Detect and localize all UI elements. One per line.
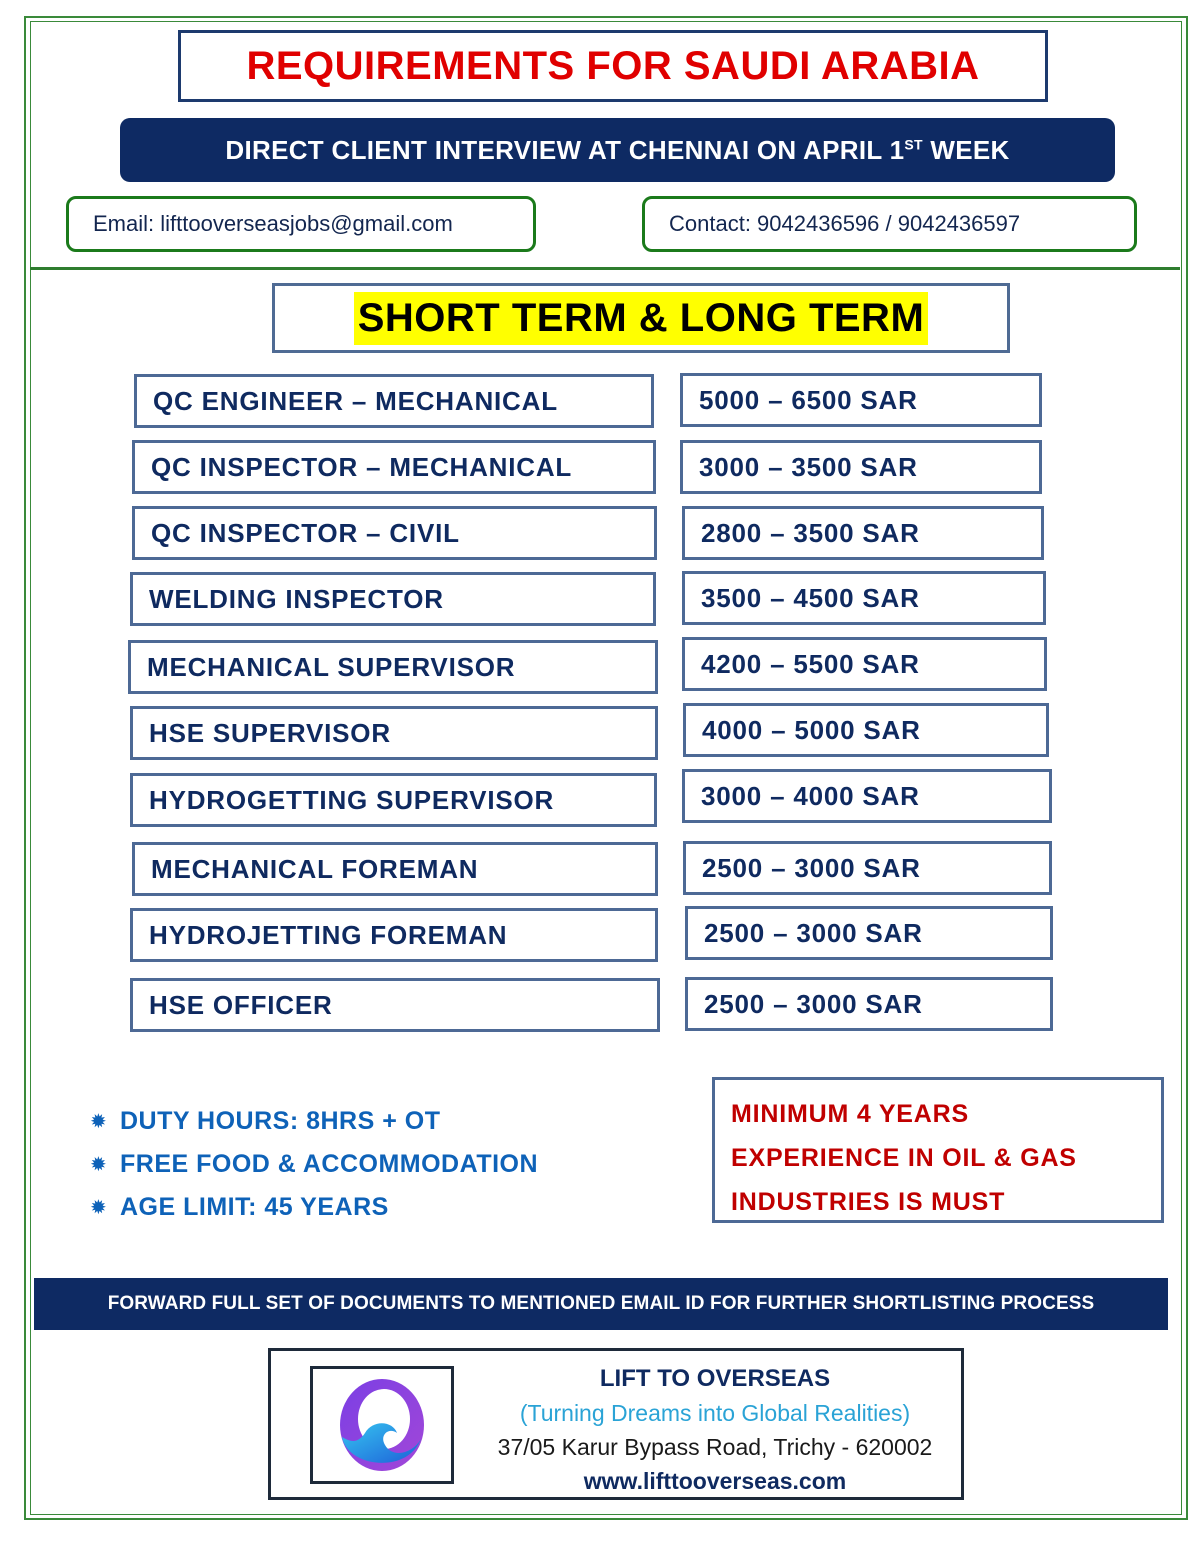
salary-row [682,637,1047,691]
position-title-row [130,706,658,760]
position-title: MECHANICAL FOREMAN [151,853,479,884]
salary-value: 2500 – 3000 SAR [704,917,923,948]
salary-value: 5000 – 6500 SAR [699,384,918,415]
position-title: WELDING INSPECTOR [149,583,444,614]
salary-value: 2500 – 3000 SAR [702,852,921,883]
company-website-link[interactable]: www.lifttooverseas.com [583,1468,847,1494]
salary-row [682,769,1052,823]
salary-value: 2800 – 3500 SAR [701,517,920,548]
title-box [178,30,1048,102]
position-title-row [130,773,657,827]
experience-requirement-box [712,1077,1164,1223]
contact-box[interactable] [642,196,1137,252]
forward-notice-banner [34,1278,1168,1330]
position-title-row [132,506,657,560]
position-title-row [134,374,654,428]
salary-value: 3500 – 4500 SAR [701,582,920,613]
term-label: SHORT TERM & LONG TERM [354,292,929,345]
position-title: HSE OFFICER [149,989,333,1020]
benefit-item: ✹ FREE FOOD & ACCOMMODATION [90,1150,539,1178]
position-title: HSE SUPERVISOR [149,717,391,748]
forward-notice-text: FORWARD FULL SET OF DOCUMENTS TO MENTIONED EMAIL ID FOR FURTHER SHORTLISTING PROCESS [107,1293,1095,1314]
company-name: LIFT TO OVERSEAS [599,1365,831,1392]
position-title-row [130,572,656,626]
position-title-row [130,908,658,962]
logo-box [310,1366,454,1484]
company-tagline: (Turning Dreams into Global Realities) [519,1400,911,1426]
position-title-row [128,640,658,694]
position-title: HYDROGETTING SUPERVISOR [149,784,555,815]
salary-value: 3000 – 3500 SAR [699,451,918,482]
salary-value: 3000 – 4000 SAR [701,780,920,811]
starburst-bullet-icon: ✹ [90,1197,107,1219]
starburst-bullet-icon: ✹ [90,1111,107,1133]
experience-line: EXPERIENCE IN OIL & GAS [731,1144,1077,1172]
position-title: MECHANICAL SUPERVISOR [147,651,516,682]
salary-value: 2500 – 3000 SAR [704,988,923,1019]
benefits-list [90,1100,538,1229]
experience-line: INDUSTRIES IS MUST [731,1188,1006,1216]
interview-banner [120,118,1115,182]
salary-row [685,977,1053,1031]
position-title: HYDROJETTING FOREMAN [149,919,508,950]
benefit-item: ✹ AGE LIMIT: 45 YEARS [90,1193,389,1221]
email-text[interactable]: Email: lifttooverseasjobs@gmail.com [93,211,453,236]
salary-row [685,906,1053,960]
salary-value: 4000 – 5000 SAR [702,714,921,745]
starburst-bullet-icon: ✹ [90,1154,107,1176]
salary-value: 4200 – 5500 SAR [701,648,920,679]
position-title-row [132,842,658,896]
wave-logo-icon [327,1375,437,1475]
salary-row [682,506,1044,560]
contact-phone-text[interactable]: Contact: 9042436596 / 9042436597 [669,211,1021,236]
position-title: QC INSPECTOR – CIVIL [151,517,460,548]
salary-row [680,440,1042,494]
interview-text: DIRECT CLIENT INTERVIEW AT CHENNAI ON APRIL 1ST WEEK [225,134,1010,165]
section-divider [30,267,1180,270]
salary-row [682,571,1046,625]
salary-row [680,373,1042,427]
position-title: QC INSPECTOR – MECHANICAL [151,451,573,482]
page-title: REQUIREMENTS FOR SAUDI ARABIA [246,43,980,88]
benefit-item: ✹ DUTY HOURS: 8HRS + OT [90,1107,441,1135]
company-info [460,1362,970,1498]
position-title-row [130,978,660,1032]
salary-row [683,703,1049,757]
email-box[interactable] [66,196,536,252]
position-title: QC ENGINEER – MECHANICAL [153,385,558,416]
experience-line: MINIMUM 4 YEARS [731,1100,969,1128]
term-box [272,283,1010,353]
salary-row [683,841,1052,895]
company-address: 37/05 Karur Bypass Road, Trichy - 620002 [497,1434,933,1460]
position-title-row [132,440,656,494]
